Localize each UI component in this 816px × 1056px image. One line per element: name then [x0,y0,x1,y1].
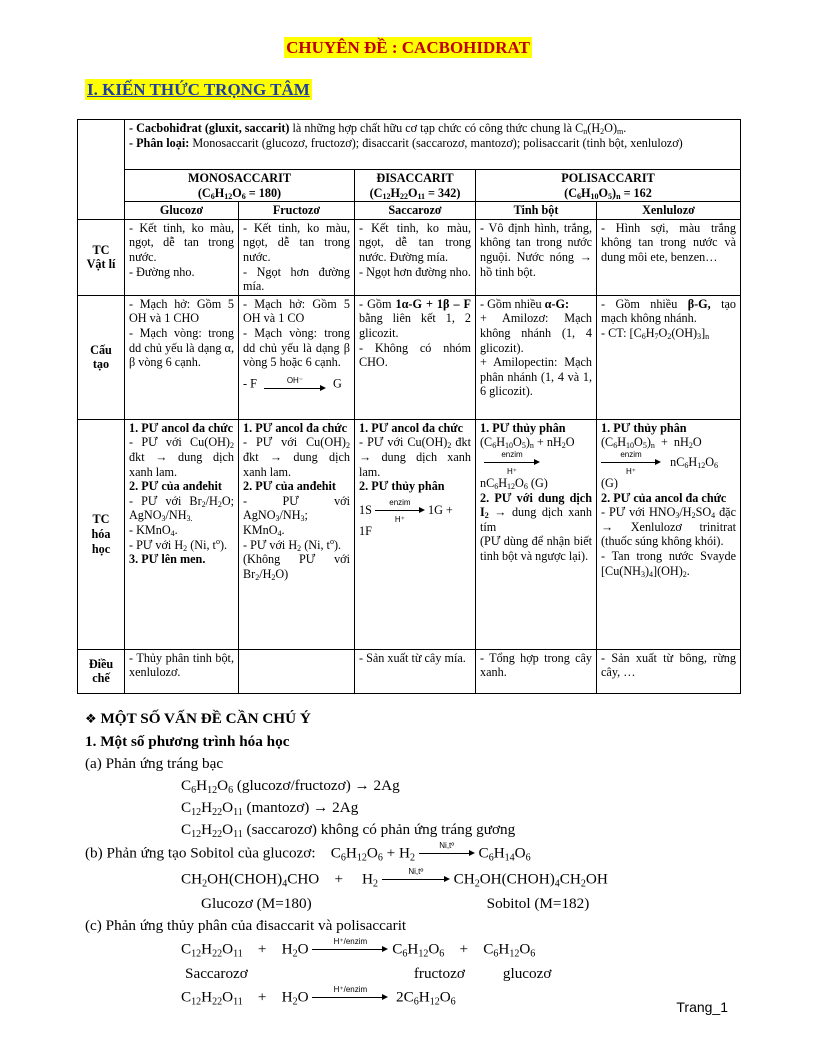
reaction-c1: $C_{12}H_{22}O_{11}$ + $H_2O$ H⁺/enzim $C_6H_{12}O_6$ + $C_6H_{12}O_6$ [85,937,745,963]
reaction-b2: $CH_2OH(CHOH)_4CHO$ + $H_2$ Ni,tº $CH_2OH(CHOH)_4CH_2OH$ [85,867,745,893]
structure-sucrose: - Gồm 1α-G + 1β – F bằng liên kết 1, 2 glicozit. - Không có nhóm CHO. [355,295,476,419]
equilibrium-arrow: OH⁻ [264,376,326,393]
reaction-a3: $C_{12}H_{22}O_{11}$ (saccarozơ) không có phản ứng tráng gương [181,821,516,840]
summary-table [77,119,741,694]
physical-sucrose: - Kết tinh, ko màu, ngọt, dễ tan trong nước. Đường mía. - Ngọt hơn đường nho. [355,219,476,295]
structure-starch: - Gồm nhiều α-G: + Amilozơ: Mạch không nhánh (1, 4 glicozit). + Amilopectin: Mạch phân nhánh (1, 4 và 1, 6 glicozit). [476,295,597,419]
production-glucose: - Thủy phân tinh bột, xenlulozơ. [125,649,239,693]
column-header-glucose: Glucozơ [125,202,239,220]
structure-glucose: - Mạch hở: Gồm 5 OH và 1 CHO - Mạch vòng: trong dd chủ yếu là dạng α, β vòng 6 cạnh. [125,295,239,419]
reaction-b-title: (b) Phản ứng tạo Sobitol của glucozơ: $C_6H_{12}O_6 + H_2$ Ni,tº $C_6H_{14}O_6$ [85,841,745,867]
production-fructose [239,649,355,693]
row-label-chemical: TC hóa học [78,419,125,649]
column-header-fructose: Fructozơ [239,202,355,220]
structure-fructose: - Mạch hở: Gồm 5 OH và 1 CO - Mạch vòng: trong dd chủ yếu là dạng β vòng 5 hoặc 6 cạnh. - F OH⁻ G [239,295,355,419]
sorbitol-arrow-2: Ni,tº [382,867,450,893]
reaction-a1: $C_6H_{12}O_6$ (glucozơ/fructozơ) → 2Ag [181,777,400,796]
sorbitol-arrow-1: Ni,tº [419,841,475,867]
production-sucrose: - Sản xuất từ cây mía. [355,649,476,693]
physical-fructose: - Kết tinh, ko màu, ngọt, dễ tan trong nước. - Ngọt hơn đường mía. [239,219,355,295]
production-starch: - Tổng hợp trong cây xanh. [476,649,597,693]
production-cellulose: - Sản xuất từ bông, rừng cây, … [597,649,741,693]
reaction-c-title: (c) Phản ứng thủy phân của đisaccarit và polisaccarit [85,917,407,934]
reaction-a2: $C_{12}H_{22}O_{11}$ (mantozơ) → 2Ag [181,799,359,818]
chemical-cellulose: 1. PƯ thủy phân $(C_6H_{10}O_5)_n + nH_2O$ enzim H⁺ $nC_6H_{12}O_6$ (G) 2. PƯ của ancol đa chức - PƯ với $HNO_3/H_2SO_4$ đặc → Xenlulozơ trinitrat (thuốc súng không khói). - Tan trong nước Svayde $[Cu(NH_3)_4](OH)_2$. [597,419,741,649]
group-polysaccharide: POLISACCARIT $(C_6H_{10}O_5)_n = 162$ [476,170,741,202]
physical-cellulose: - Hình sợi, màu trắng không tan trong nước và dung môi ete, benzen… [597,219,741,295]
column-header-sucrose: Saccarozơ [355,202,476,220]
reaction-c2: $C_{12}H_{22}O_{11}$ + $H_2O$ H⁺/enzim $2C_6H_{12}O_6$ [85,985,745,1011]
hydrolysis-arrow-1: H⁺/enzim [312,937,388,963]
row-label-production: Điều chế [78,649,125,693]
chemical-sucrose: 1. PƯ ancol đa chức - PƯ với $Cu(OH)_2$ đkt → dung dịch xanh lam. 2. PƯ thủy phân 1S enzim H⁺ 1G + 1F [355,419,476,649]
row-label-physical: TC Vật lí [78,219,125,295]
cellulose-hydrolysis-arrow: enzim H⁺ [601,450,661,476]
hydrolysis-arrow: enzim H⁺ [375,498,425,524]
reaction-c-names: Saccarozơ fructozơ glucozơ [185,965,552,982]
physical-starch: - Vô định hình, trắng, không tan trong nước nguội. Nước nóng → hồ tinh bột. [476,219,597,295]
reaction-b-names: Glucozơ (M=180) Sobitol (M=182) [201,895,590,912]
structure-cellulose: - Gồm nhiều β-G, tạo mạch không nhánh. - CT: $[C_6H_7O_2(OH)_3]_n$ [597,295,741,419]
empty-corner-cell [78,120,125,220]
starch-hydrolysis-arrow: enzim H⁺ [484,450,540,476]
notes-section [85,708,745,1011]
section-heading: I. KIẾN THỨC TRỌNG TÂM [87,80,310,99]
row-label-structure: Cấu tạo [78,295,125,419]
column-header-cellulose: Xenlulozơ [597,202,741,220]
physical-glucose: - Kết tinh, ko màu, ngọt, dễ tan trong nước. - Đường nho. [125,219,239,295]
chemical-fructose: 1. PƯ ancol đa chức - PƯ với $Cu(OH)_2$ đkt → dung dịch xanh lam. 2. PƯ của anđehit - PƯ với $AgNO_3/NH_3$; KMnO$_4$. - PƯ với $H_2$ (Ni, $t^o$). (Không PƯ với $Br_2/H_2O$) [239,419,355,649]
group-disaccharide: ĐISACCARIT $(C_{12}H_{22}O_{11} = 342)$ [355,170,476,202]
chemical-starch: 1. PƯ thủy phân $(C_6H_{10}O_5)_n + nH_2O$ enzim H⁺ $nC_6H_{12}O_6$ (G) 2. PƯ với dung dịch $I_2$ → dung dịch xanh tím (PƯ dùng để nhận biết tinh bột và ngược lại). [476,419,597,649]
intro-cell: - Cacbohiđrat (gluxit, saccarit) là những hợp chất hữu cơ tạp chức có công thức chung là $C_n(H_2O)_m$. - Phân loại: Monosaccarit (glucozơ, fructozơ); đisaccarit (saccarozơ, mantozơ); polisaccarit (tinh bột, xenlulozơ) [125,120,741,170]
page-title: CHUYÊN ĐỀ : CACBOHIDRAT [286,38,530,57]
page-number: Trang_1 [676,999,728,1015]
reaction-a-title: (a) Phản ứng tráng bạc [85,755,224,772]
column-header-starch: Tinh bột [476,202,597,220]
notes-heading: ❖ MỘT SỐ VẤN ĐỀ CẦN CHÚ Ý [85,710,311,727]
group-monosaccharide: MONOSACCARIT $(C_6H_{12}O_6 = 180)$ [125,170,355,202]
chemical-glucose: 1. PƯ ancol đa chức - PƯ với $Cu(OH)_2$ đkt → dung dịch xanh lam. 2. PƯ của anđehit - PƯ với $Br_2/H_2O$; $AgNO_3/NH_{3.}$ - KMnO$_4$. - PƯ với $H_2$ (Ni, $t^o$). 3. PƯ lên men. [125,419,239,649]
notes-subheading: 1. Một số phương trình hóa học [85,733,290,750]
hydrolysis-arrow-2: H⁺/enzim [312,985,388,1011]
